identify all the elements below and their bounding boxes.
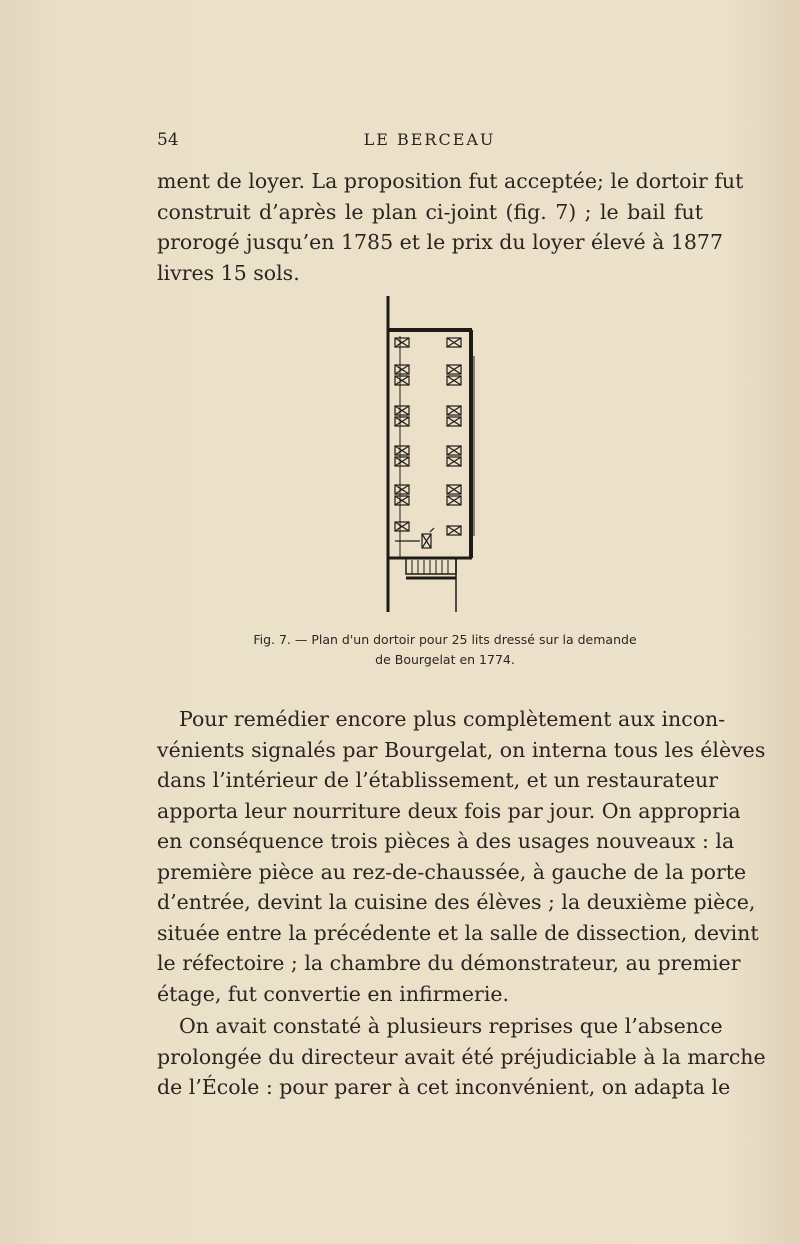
figure-caption	[240, 630, 650, 670]
text-line: apporta leur nourriture deux fois par jour. On appropria	[157, 798, 741, 823]
paragraph-2	[157, 704, 766, 1009]
text-line: située entre la précédente et la salle de dissection, devint	[157, 920, 759, 945]
text-line: étage, fut convertie en infirmerie.	[157, 981, 510, 1006]
text-line: d’entrée, devint la cuisine des élèves ; la deuxième pièce,	[157, 890, 756, 914]
caption-line: Fig. 7. — Plan d'un dortoir pour 25 lits dressé sur la demande	[253, 632, 637, 647]
caption-line: de Bourgelat en 1774.	[375, 652, 515, 667]
text-line: dans l’intérieur de l’établissement, et un restaurateur	[157, 768, 718, 792]
text-line: première pièce au rez-de-chaussée, à gauche de la porte	[157, 859, 747, 884]
paragraph-3	[157, 1011, 766, 1103]
text-line: prorogé jusqu’en 1785 et le prix du loyer élevé à 1877	[157, 230, 724, 254]
page-number: 54	[157, 130, 179, 150]
paragraph-1	[157, 166, 744, 288]
running-head	[157, 130, 702, 154]
floor-plan-drawing	[370, 296, 490, 616]
text-line: de l’École : pour parer à cet inconvénient, on adapta le	[157, 1075, 731, 1099]
text-line: en conséquence trois pièces à des usages nouveaux : la	[157, 829, 735, 853]
text-line: vénients signalés par Bourgelat, on interna tous les élèves	[157, 737, 766, 762]
text-line: On avait constaté à plusieurs reprises que l’absence	[179, 1014, 723, 1038]
dormitory-floor-plan	[370, 296, 490, 616]
text-line: Pour remédier encore plus complètement aux incon-	[179, 707, 726, 731]
text-line: prolongée du directeur avait été préjudiciable à la marche	[157, 1044, 766, 1069]
running-title: LE BERCEAU	[363, 130, 496, 149]
text-line: construit d’après le plan ci-joint (fig. 7) ; le bail fut	[157, 199, 703, 224]
text-line: livres 15 sols.	[157, 260, 300, 285]
text-line: ment de loyer. La proposition fut acceptée; le dortoir fut	[157, 169, 744, 193]
text-line: le réfectoire ; la chambre du démonstrateur, au premier	[157, 951, 741, 975]
